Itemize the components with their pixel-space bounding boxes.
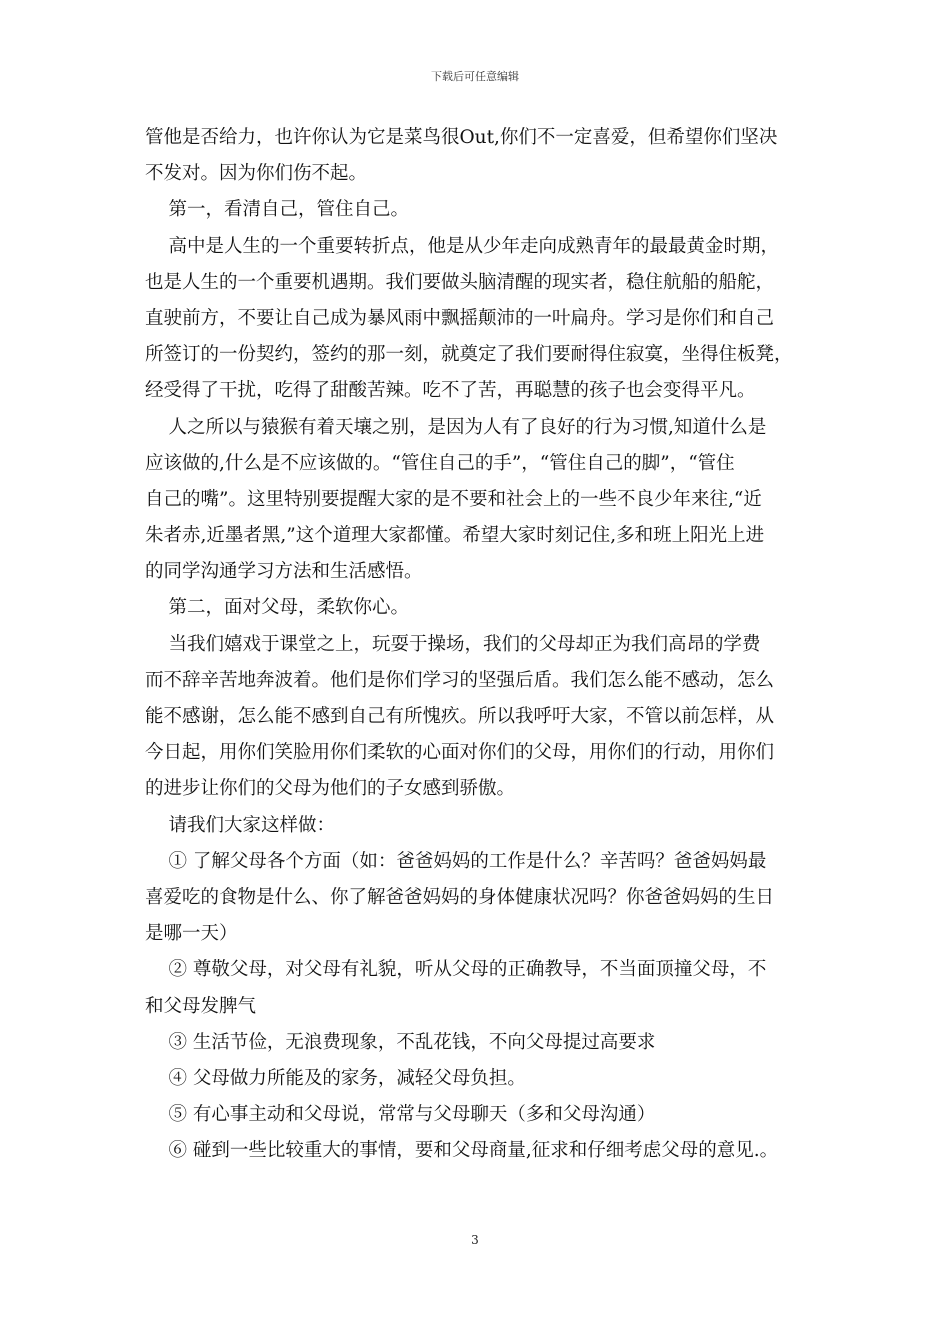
text-line: 朱者赤,近墨者黑,”这个道理大家都懂。希望大家时刻记住,多和班上阳光上进 xyxy=(145,525,765,547)
text-line: 管他是否给力，也许你认为它是菜鸟很Out,你们不一定喜爱，但希望你们坚决 xyxy=(145,127,778,148)
text-line: 应该做的,什么是不应该做的。“管住自己的手”，“管住自己的脚”，“管住 xyxy=(145,452,735,474)
text-line: 的进步让你们的父母为他们的子女感到骄傲。 xyxy=(145,778,516,800)
text-line: ⑤ 有心事主动和父母说，常常与父母聊天（多和父母沟通） xyxy=(145,1104,656,1126)
text-line: ② 尊敬父母，对父母有礼貌，听从父母的正确教导，不当面顶撞父母，不 xyxy=(145,959,767,981)
text-line: 第二，面对父母，柔软你心。 xyxy=(145,597,410,619)
text-line: 人之所以与猿猴有着天壤之别，是因为人有了良好的行为习惯,知道什么是 xyxy=(145,416,767,438)
text-line: 请我们大家这样做： xyxy=(145,814,336,836)
text-line: 和父母发脾气 xyxy=(145,995,257,1017)
text-line: 所签订的一份契约，签约的那一刻，就奠定了我们要耐得住寂寞，坐得住板凳， xyxy=(145,344,793,366)
page-number: 3 xyxy=(471,1233,479,1247)
text-line: 高中是人生的一个重要转折点，他是从少年走向成熟青年的最最黄金时期， xyxy=(145,235,780,257)
text-line: 能不感谢，怎么能不感到自己有所愧疚。所以我呼吁大家，不管以前怎样，从 xyxy=(145,706,775,727)
text-line: 经受得了干扰，吃得了甜酸苦辣。吃不了苦，再聪慧的孩子也会变得平凡。 xyxy=(145,380,756,402)
text-line: ① 了解父母各个方面（如：爸爸妈妈的工作是什么？辛苦吗？爸爸妈妈最 xyxy=(145,850,767,872)
text-line: 不发对。因为你们伤不起。 xyxy=(145,163,368,185)
text-line: ⑥ 碰到一些比较重大的事情，要和父母商量,征求和仔细考虑父母的意见.。 xyxy=(145,1140,779,1162)
page-header: 下载后可任意编辑 xyxy=(431,70,519,83)
text-line: ④ 父母做力所能及的家务，减轻父母负担。 xyxy=(145,1067,526,1089)
text-line: 的同学沟通学习方法和生活感悟。 xyxy=(145,561,423,583)
text-line: 今日起，用你们笑脸用你们柔软的心面对你们的父母，用你们的行动，用你们 xyxy=(145,742,775,764)
text-line: 是哪一天） xyxy=(145,923,238,945)
text-line: 喜爱吃的食物是什么、你了解爸爸妈妈的身体健康状况吗？你爸爸妈妈的生日 xyxy=(145,886,775,908)
body-text xyxy=(145,120,810,1169)
text-line: 直驶前方，不要让自己成为暴风雨中飘摇颠沛的一叶扁舟。学习是你们和自己 xyxy=(145,307,775,329)
text-line: 而不辞辛苦地奔波着。他们是你们学习的坚强后盾。我们怎么能不感动，怎么 xyxy=(145,669,775,691)
text-line: 当我们嬉戏于课堂之上，玩耍于操场，我们的父母却正为我们高昂的学费 xyxy=(145,633,761,655)
text-line: ③ 生活节俭，无浪费现象，不乱花钱，不向父母提过高要求 xyxy=(145,1031,656,1053)
text-line: 自己的嘴”。这里特别要提醒大家的是不要和社会上的一些不良少年来往,“近 xyxy=(145,488,762,510)
text-line: 第一，看清自己，管住自己。 xyxy=(145,199,410,221)
text-line: 也是人生的一个重要机遇期。我们要做头脑清醒的现实者，稳住航船的船舵， xyxy=(145,271,775,293)
